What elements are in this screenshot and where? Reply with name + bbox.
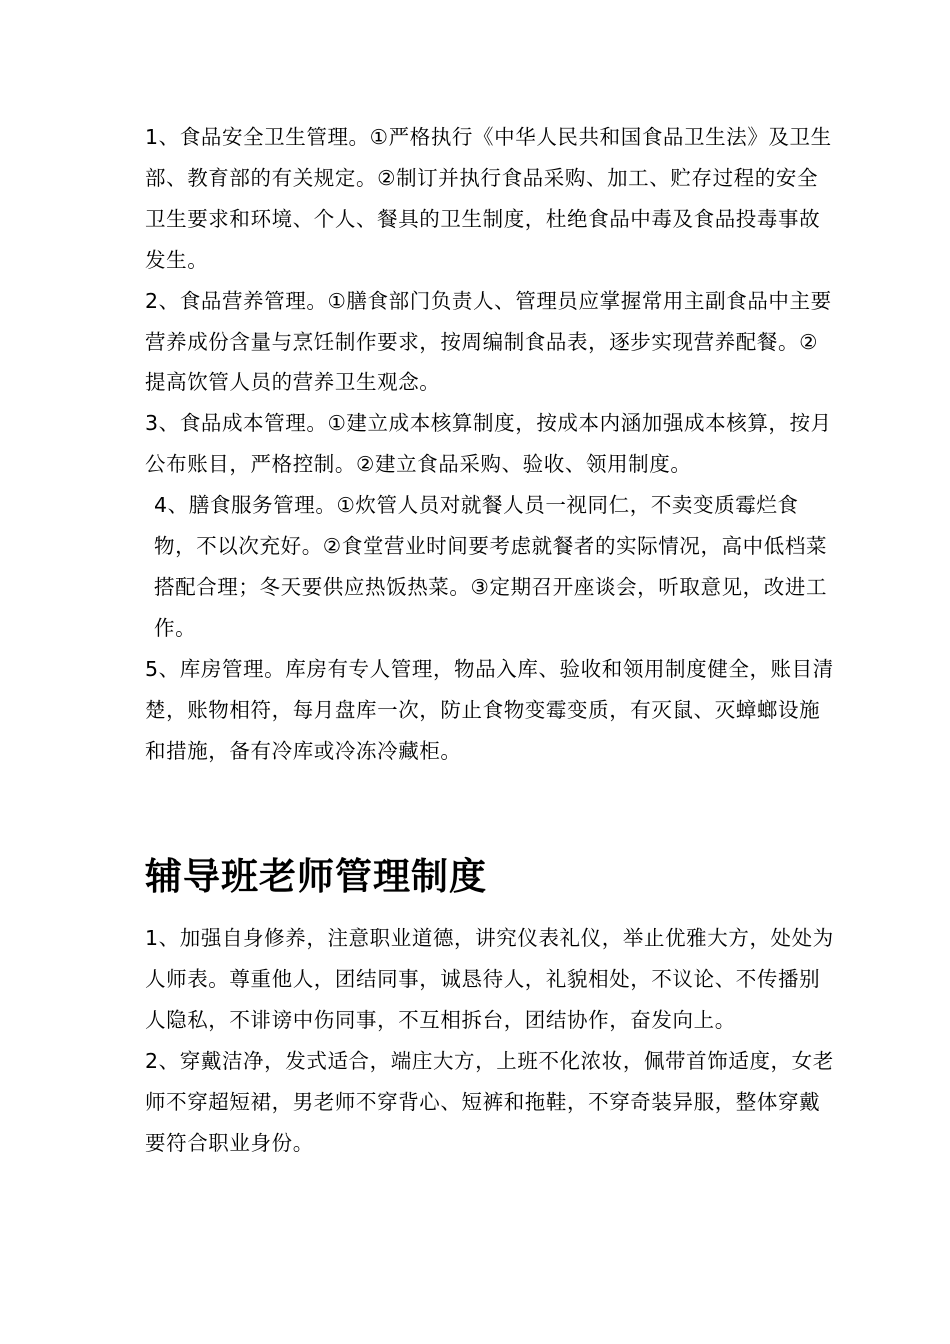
rule-teacher-dress: 2、穿戴洁净，发式适合，端庄大方，上班不化浓妆，佩带首饰适度，女老师不穿超短裙，男老师不穿背心、短裤和拖鞋，不穿奇装异服，整体穿戴要符合职业身份。	[145, 1048, 834, 1155]
rule-meal-service: 4、膳食服务管理。①炊管人员对就餐人员一视同仁，不卖变质霉烂食物，不以次充好。②食堂营业时间要考虑就餐者的实际情况，高中低档菜搭配合理；冬天要供应热饭热菜。③定期召开座谈会，听取意见，改进工作。	[154, 493, 828, 640]
rule-teacher-conduct: 1、加强自身修养，注意职业道德，讲究仪表礼仪，举止优雅大方，处处为人师表。尊重他人，团结同事，诚恳待人，礼貌相处，不议论、不传播别人隐私，不诽谤中伤同事，不互相拆台，团结协作，奋发向上。	[145, 926, 834, 1032]
rule-warehouse: 5、库房管理。库房有专人管理，物品入库、验收和领用制度健全，账目清楚，账物相符，每月盘库一次，防止食物变霉变质，有灭鼠、灭蟑螂设施和措施，备有冷库或冷冻冷藏柜。	[145, 656, 834, 763]
section-heading: 辅导班老师管理制度	[145, 855, 487, 898]
rule-food-nutrition: 2、食品营养管理。①膳食部门负责人、管理员应掌握常用主副食品中主要营养成份含量与烹饪制作要求，按周编制食品表，逐步实现营养配餐。②提高饮管人员的营养卫生观念。	[145, 288, 832, 395]
teacher-management-section	[145, 852, 835, 1163]
rule-food-cost: 3、食品成本管理。①建立成本核算制度，按成本内涵加强成本核算，按月公布账目，严格控制。②建立食品采购、验收、领用制度。	[145, 411, 832, 477]
canteen-management-rules	[145, 117, 835, 772]
rule-food-safety: 1、食品安全卫生管理。①严格执行《中华人民共和国食品卫生法》及卫生部、教育部的有关规定。②制订并执行食品采购、加工、贮存过程的安全卫生要求和环境、个人、餐具的卫生制度，杜绝食品中毒及食品投毒事故发生。	[145, 125, 832, 272]
